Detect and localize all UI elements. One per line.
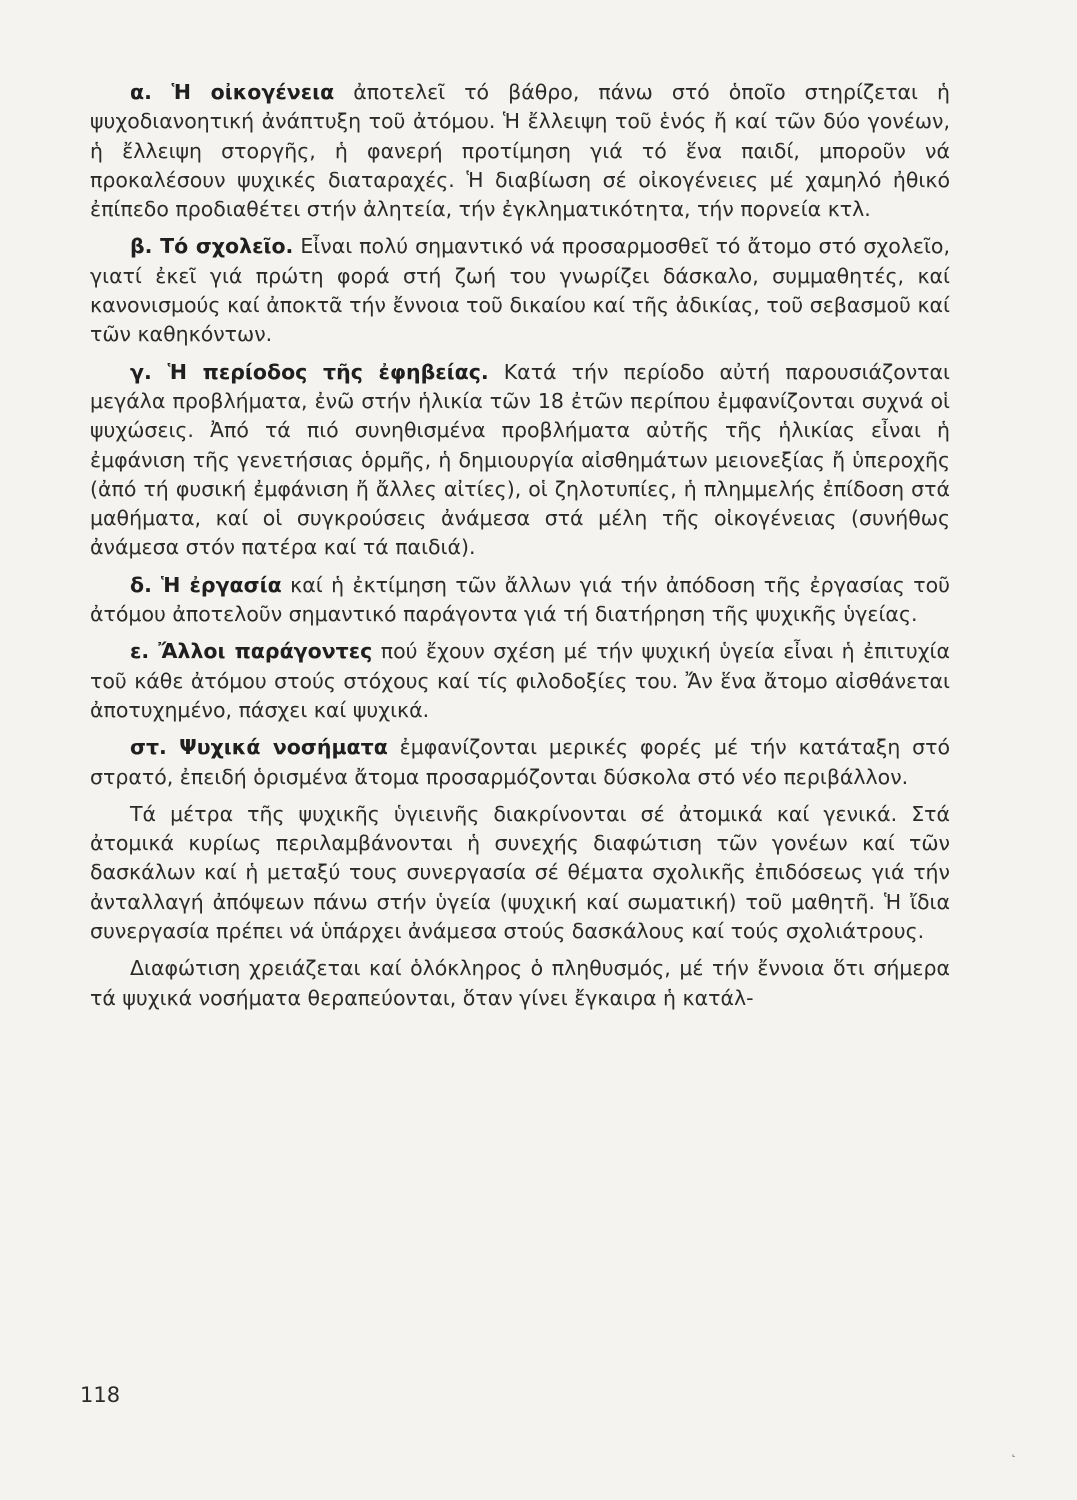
heading-other-factors: ε. Ἄλλοι παράγοντες xyxy=(130,639,373,664)
text-work: καί ἡ ἐκτίμηση τῶν ἄλλων γιά τήν ἀπόδοση τῆς ἐργασίας τοῦ ἀτόμου ἀποτελοῦν σημαντικό παράγοντα γιά τή διατήρηση τῆς ψυχικῆς ὑγείας. xyxy=(90,572,950,627)
text-mental-illness: ἐμφανίζονται μερικές φορές μέ τήν κατάταξη στό στρατό, ἐπειδή ὁρισμένα ἄτομα προσαρμόζονται δύσκολα στό νέο περιβάλλον. xyxy=(90,735,951,789)
text-school: Εἶναι πολύ σημαντικό νά προσαρμοσθεῖ τό ἄτομο στό σχολεῖο, γιατί ἐκεῖ γιά πρώτη φορά στή ζωή του γνωρίζει δάσκαλο, συμμαθητές, καί κανονισμούς καί ἀποκτᾶ τήν ἔννοια τοῦ δικαίου καί τῆς ἀδικίας, τοῦ σεβασμοῦ καί τῶν καθηκόντων. xyxy=(90,234,950,347)
paragraph-school xyxy=(90,232,950,349)
paragraph-other-factors xyxy=(90,637,950,725)
page-body xyxy=(90,78,950,1013)
heading-family: α. Ἡ οἰκογένεια xyxy=(130,80,335,104)
paragraph-family xyxy=(90,78,950,224)
paragraph-awareness: Διαφώτιση χρειάζεται καί ὁλόκληρος ὁ πληθυσμός, μέ τήν ἔννοια ὅτι σήμερα τά ψυχικά νοσήματα θεραπεύονται, ὅταν γίνει ἔγκαιρα ἡ κατάλ- xyxy=(90,956,950,1010)
paragraph-mental-illness xyxy=(90,733,950,792)
heading-work: δ. Ἡ ἐργασία xyxy=(130,572,282,597)
scan-mark: ˛ xyxy=(1010,1442,1017,1458)
page-number: 118 xyxy=(80,1383,121,1407)
heading-adolescence: γ. Ἡ περίοδος τῆς ἐφηβείας. xyxy=(130,359,489,384)
text-family: ἀποτελεῖ τό βάθρο, πάνω στό ὁποῖο στηρίζεται ἡ ψυχοδιανοητική ἀνάπτυξη τοῦ ἀτόμου. Ἡ ἔλλειψη τοῦ ἑνός ἤ καί τῶν δύο γονέων, ἡ ἔλλειψη στοργῆς, ἡ φανερή προτίμηση γιά τό ἕνα παιδί, μποροῦν νά προκαλέσουν ψυχικές διαταραχές. Ἡ διαβίωση σέ οἰκογένειες μέ χαμηλό ἠθικό ἐπίπεδο προδιαθέτει στήν ἀλητεία, τήν ἐγκληματικότητα, τήν πορνεία κτλ. xyxy=(90,80,950,222)
heading-mental-illness: στ. Ψυχικά νοσήματα xyxy=(130,735,388,760)
text-other-factors: πού ἔχουν σχέση μέ τήν ψυχική ὑγεία εἶναι ἡ ἐπιτυχία τοῦ κάθε ἀτόμου στούς στόχους καί τίς φιλοδοξίες του. Ἄν ἕνα ἄτομο αἰσθάνεται ἀποτυχημένο, πάσχει καί ψυχικά. xyxy=(90,639,950,722)
paragraph-adolescence xyxy=(90,358,950,563)
text-adolescence: Κατά τήν περίοδο αὐτή παρουσιάζονται μεγάλα προβλήματα, ἐνῶ στήν ἡλικία τῶν 18 ἐτῶν περίπου ἐμφανίζονται συχνά οἱ ψυχώσεις. Ἀπό τά πιό συνηθισμένα προβλήματα αὐτῆς τῆς ἡλικίας εἶναι ἡ ἐμφάνιση τῆς γενετήσιας ὁρμῆς, ἡ δημιουργία αἰσθημάτων μειονεξίας ἤ ὑπεροχῆς (ἀπό τή φυσική ἐμφάνιση ἤ ἄλλες αἰτίες), οἱ ζηλοτυπίες, ἡ πλημμελής ἐπίδοση στά μαθήματα, καί οἱ συγκρούσεις ἀνάμεσα στά μέλη τῆς οἰκογένειας (συνήθως ἀνάμεσα στόν πατέρα καί τά παιδιά). xyxy=(90,359,950,560)
paragraph-work xyxy=(90,571,950,630)
paragraph-measures: Τά μέτρα τῆς ψυχικῆς ὑγιεινῆς διακρίνονται σέ ἀτομικά καί γενικά. Στά ἀτομικά κυρίως περιλαμβάνονται ἡ συνεχής διαφώτιση τῶν γονέων καί τῶν δασκάλων καί ἡ μεταξύ τους συνεργασία σέ θέματα σχολικῆς ἐπιδόσεως γιά τήν ἀνταλλαγή ἀπόψεων πάνω στήν ὑγεία (ψυχική καί σωματική) τοῦ μαθητῆ. Ἡ ἴδια συνεργασία πρέπει νά ὑπάρχει ἀνάμεσα στούς δασκάλους καί τούς σχολιάτρους. xyxy=(90,801,950,944)
heading-school: β. Τό σχολεῖο. xyxy=(130,234,294,259)
